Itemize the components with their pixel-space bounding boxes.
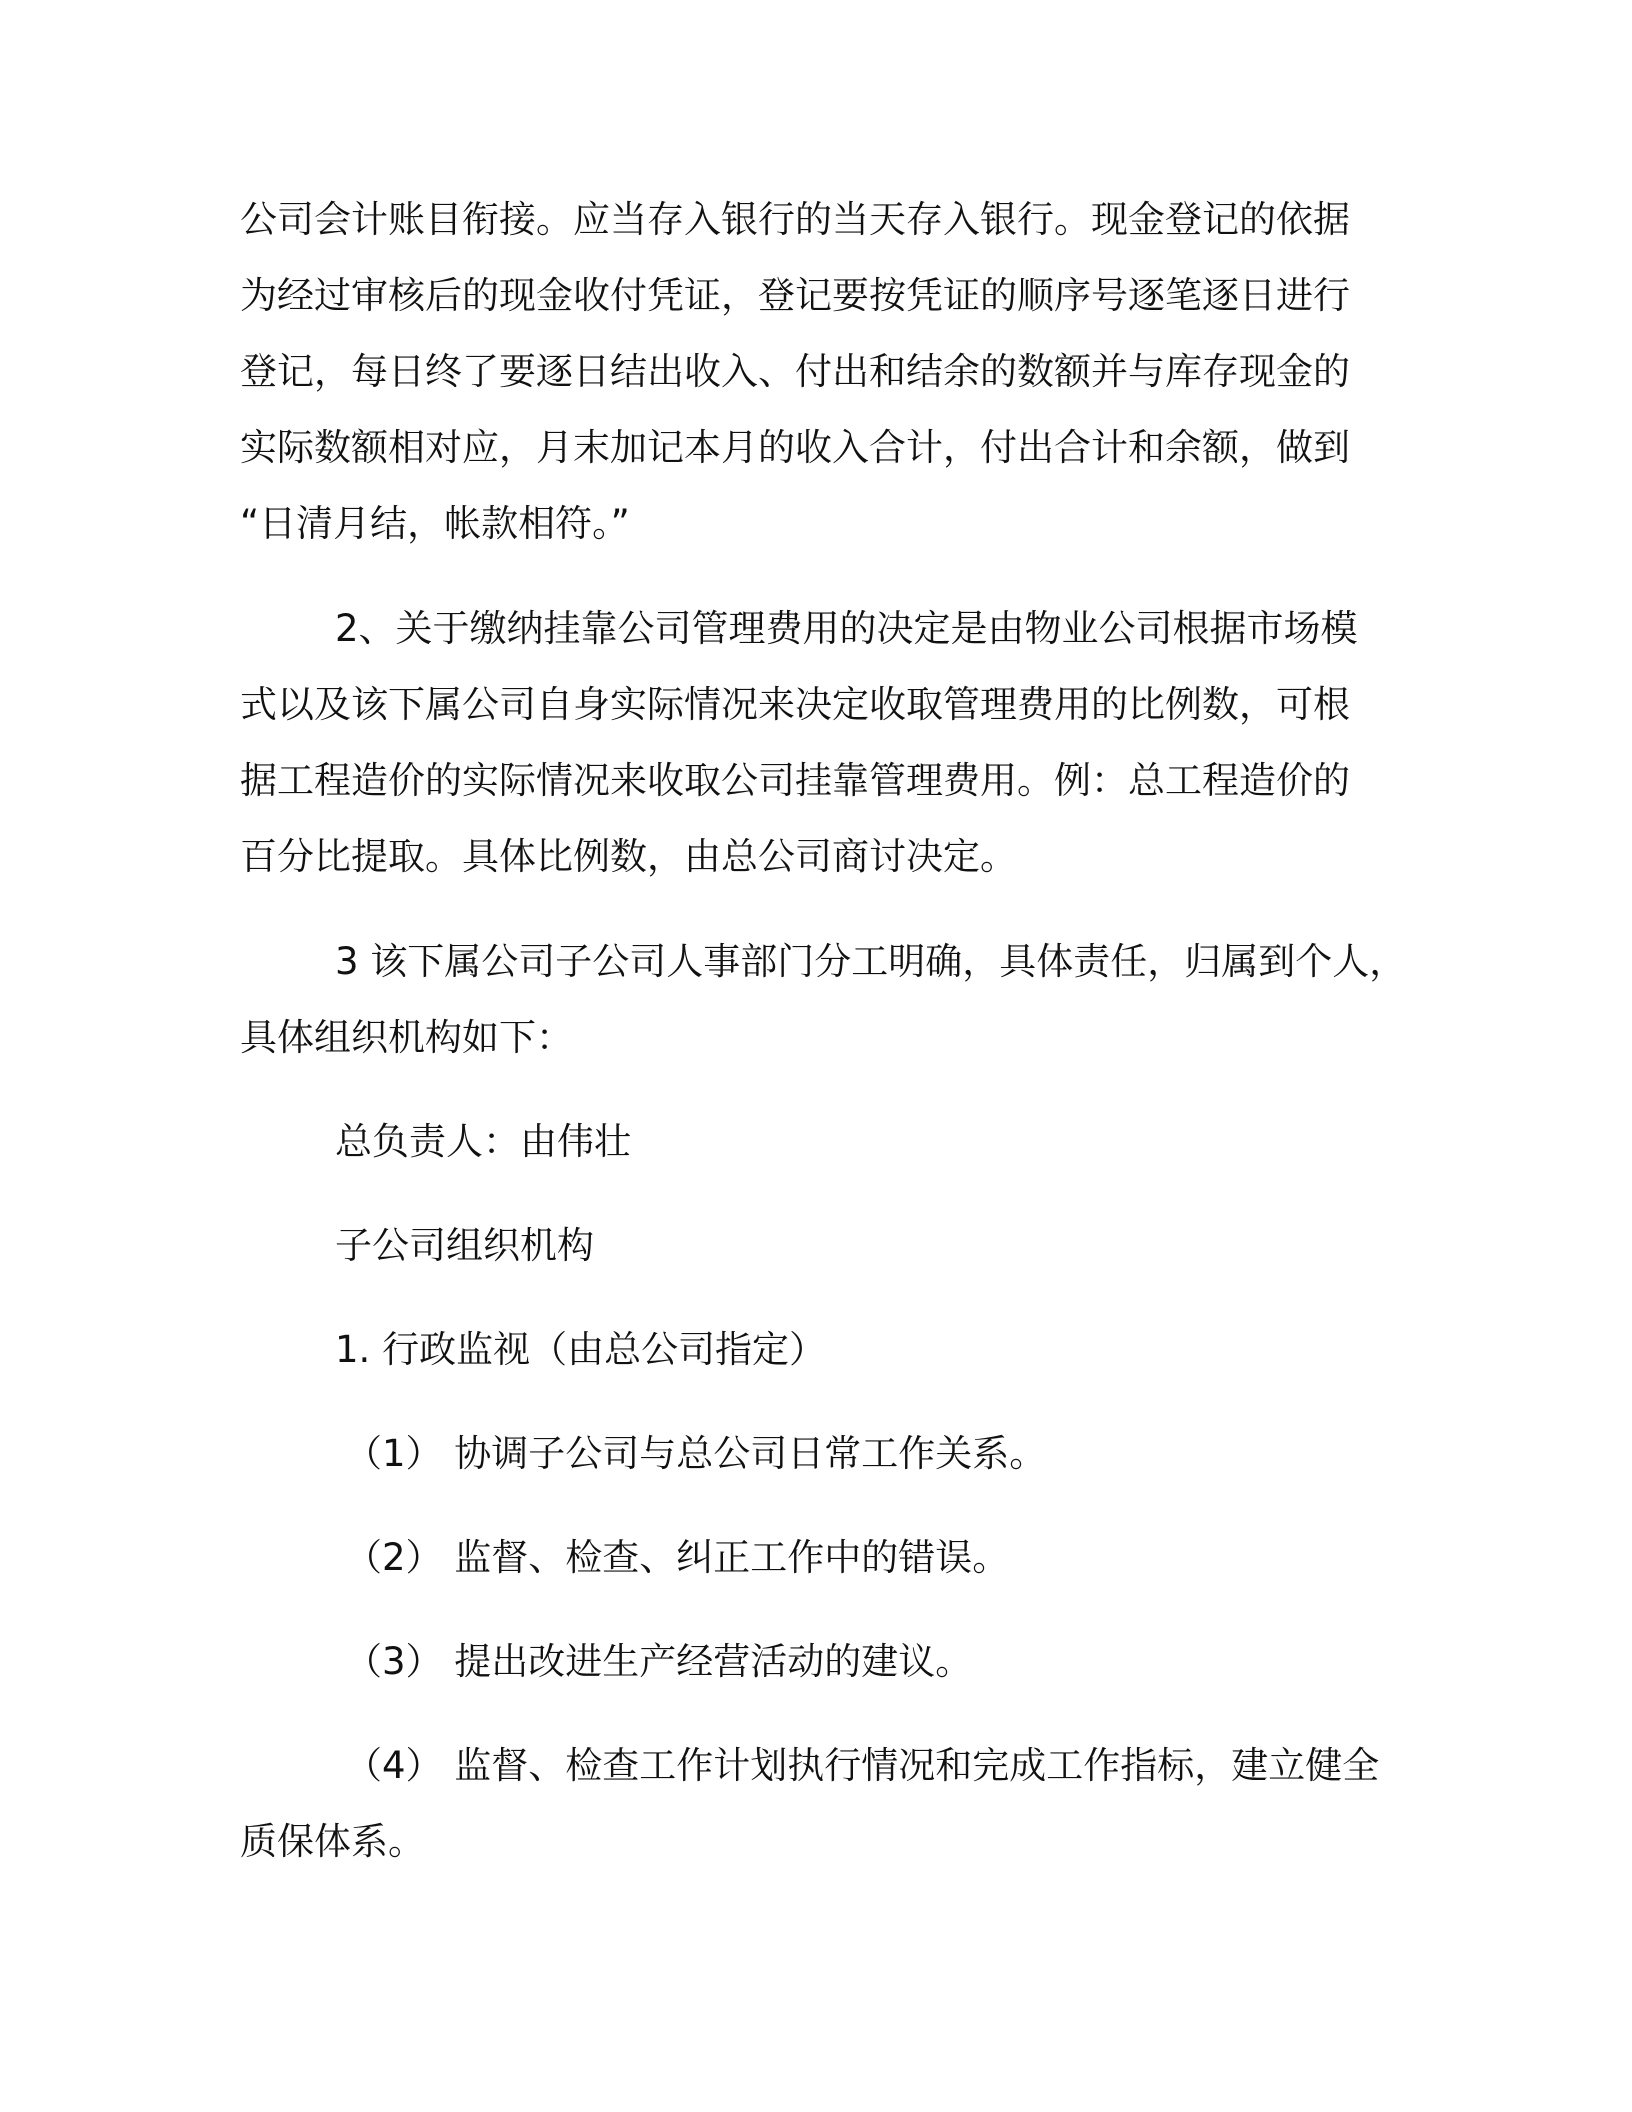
list-item-2: （2） 监督、检查、纠正工作中的错误。 (345, 1536, 1010, 1579)
list-item-3: （3） 提出改进生产经营活动的建议。 (345, 1640, 973, 1683)
paragraph-1-line-2: 为经过审核后的现金收付凭证，登记要按凭证的顺序号逐笔逐日进行 (240, 274, 1350, 317)
paragraph-1-line-4: 实际数额相对应，月末加记本月的收入合计，付出合计和余额，做到 (240, 426, 1350, 469)
paragraph-2-line-1: 2、关于缴纳挂靠公司管理费用的决定是由物业公司根据市场模 (335, 607, 1358, 650)
paragraph-1-line-1: 公司会计账目衔接。应当存入银行的当天存入银行。现金登记的依据 (240, 198, 1350, 241)
paragraph-3-line-1: 3 该下属公司子公司人事部门分工明确，具体责任，归属到个人， (335, 940, 1407, 983)
paragraph-2-line-2: 式以及该下属公司自身实际情况来决定收取管理费用的比例数，可根 (240, 683, 1350, 726)
general-manager-line: 总负责人：由伟壮 (335, 1120, 631, 1163)
admin-supervision-heading: 1. 行政监视（由总公司指定） (335, 1328, 827, 1371)
paragraph-2-line-4: 百分比提取。具体比例数，由总公司商讨决定。 (240, 835, 1017, 878)
paragraph-3-line-2: 具体组织机构如下： (240, 1016, 573, 1059)
subsidiary-structure-heading: 子公司组织机构 (335, 1224, 594, 1267)
list-item-4-line-1: （4） 监督、检查工作计划执行情况和完成工作指标，建立健全 (345, 1744, 1380, 1787)
list-item-1: （1） 协调子公司与总公司日常工作关系。 (345, 1432, 1047, 1475)
list-item-4-line-2: 质保体系。 (240, 1820, 425, 1863)
paragraph-1-line-5: “日清月结，帐款相符。” (240, 502, 630, 545)
paragraph-2-line-3: 据工程造价的实际情况来收取公司挂靠管理费用。例：总工程造价的 (240, 759, 1350, 802)
paragraph-1-line-3: 登记，每日终了要逐日结出收入、付出和结余的数额并与库存现金的 (240, 350, 1350, 393)
